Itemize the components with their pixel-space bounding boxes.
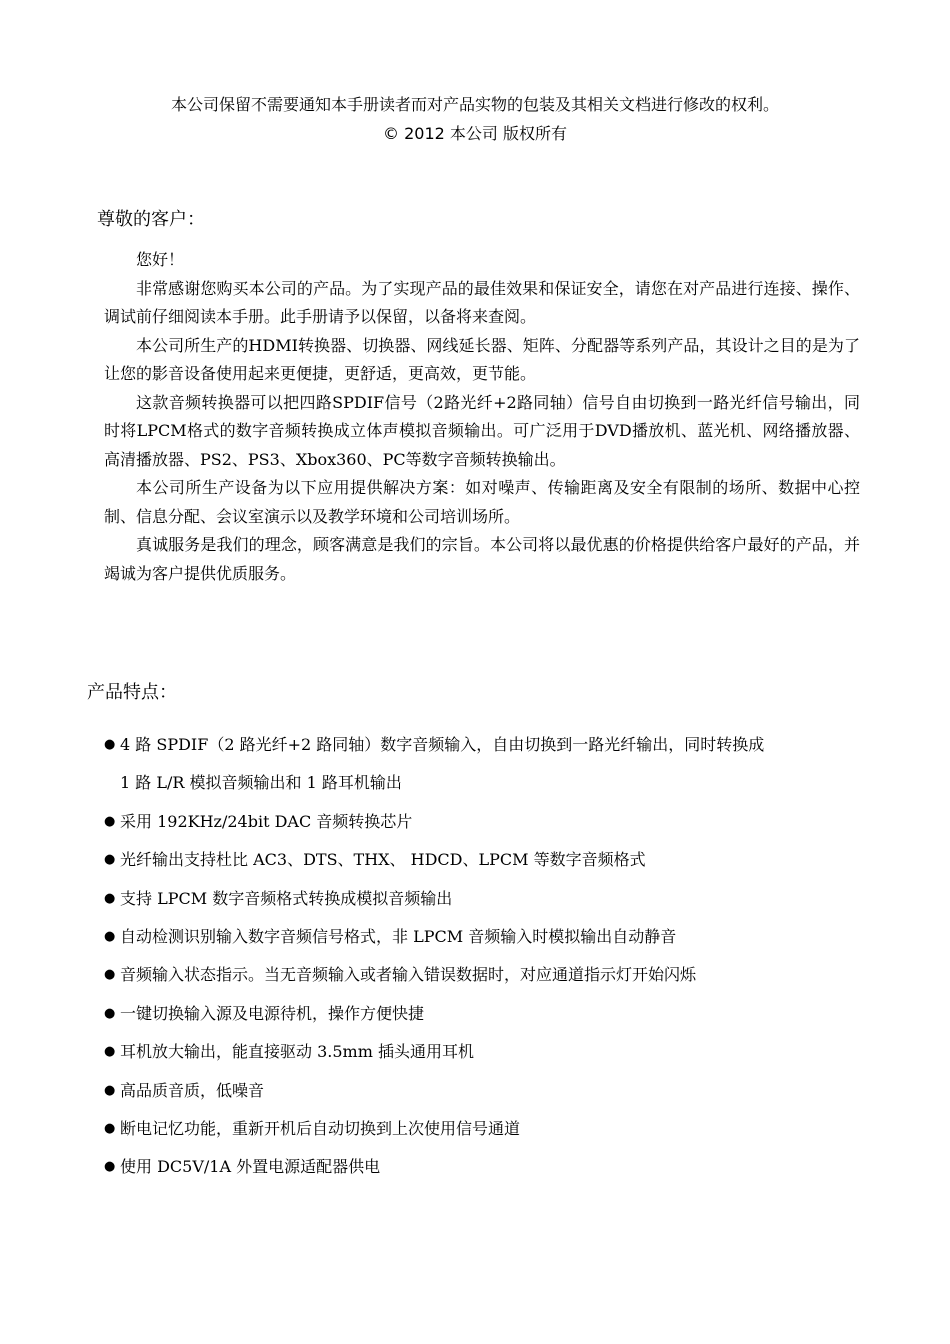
- bullet-icon: ●: [104, 1082, 116, 1098]
- feature-item: [104, 726, 874, 764]
- feature-text: 采用 192KHz/24bit DAC 音频转换芯片: [120, 811, 413, 831]
- rights-notice: 本公司保留不需要通知本手册读者而对产品实物的包装及其相关文档进行修改的权利。: [170, 95, 779, 114]
- feature-item: [104, 995, 874, 1033]
- bullet-icon: ●: [104, 890, 116, 906]
- feature-item: [104, 1110, 874, 1148]
- bullet-icon: ●: [104, 1121, 116, 1137]
- bullet-icon: ●: [104, 737, 116, 752]
- feature-text: 支持 LPCM 数字音频格式转换成模拟音频输出: [120, 888, 453, 908]
- intro-paragraph: 本公司所生产的HDMI转换器、切换器、网线延长器、矩阵、分配器等系列产品，其设计之目的是为了让您的影音设备使用起来更便捷，更舒适，更高效，更节能。: [104, 335, 860, 383]
- bullet-icon: ●: [104, 1159, 116, 1175]
- feature-text: 使用 DC5V/1A 外置电源适配器供电: [120, 1157, 381, 1177]
- feature-item: [104, 1148, 874, 1186]
- feature-text: 断电记忆功能，重新开机后自动切换到上次使用信号通道: [120, 1119, 521, 1139]
- bullet-icon: ●: [104, 1005, 116, 1021]
- bullet-icon: ●: [104, 929, 116, 945]
- feature-text: 4 路 SPDIF（2 路光纤+2 路同轴）数字音频输入，自由切换到一路光纤输出，同时转换成: [120, 735, 765, 754]
- feature-text: 高品质音质，低噪音: [120, 1080, 265, 1100]
- feature-item: [104, 841, 874, 879]
- feature-item: [104, 1072, 874, 1110]
- greeting: 您好！: [136, 250, 185, 269]
- feature-item: [104, 880, 874, 918]
- bullet-icon: ●: [104, 852, 116, 868]
- feature-item: [104, 1033, 874, 1071]
- feature-item: [104, 918, 874, 956]
- intro-paragraph: 非常感谢您购买本公司的产品。为了实现产品的最佳效果和保证安全，请您在对产品进行连接、操作、调试前仔细阅读本手册。此手册请予以保留，以备将来查阅。: [104, 278, 860, 326]
- feature-text: 耳机放大输出，能直接驱动 3.5mm 插头通用耳机: [120, 1042, 474, 1062]
- bullet-icon: ●: [104, 1044, 116, 1060]
- bullet-icon: ●: [104, 967, 116, 983]
- features-heading: 产品特点：: [87, 682, 177, 703]
- features-list: [104, 726, 874, 1187]
- feature-text: 一键切换输入源及电源待机，操作方便快捷: [120, 1003, 425, 1023]
- intro-section: [104, 246, 860, 588]
- feature-text: 自动检测识别输入数字音频信号格式，非 LPCM 音频输入时模拟输出自动静音: [120, 927, 677, 947]
- feature-text: 1 路 L/R 模拟音频输出和 1 路耳机输出: [120, 773, 402, 793]
- intro-paragraph: 真诚服务是我们的理念，顾客满意是我们的宗旨。本公司将以最优惠的价格提供给客户最好的产品，并竭诚为客户提供优质服务。: [104, 535, 860, 583]
- bullet-icon: ●: [104, 813, 116, 829]
- intro-paragraph: 这款音频转换器可以把四路SPDIF信号（2路光纤+2路同轴）信号自由切换到一路光纤信号输出，同时将LPCM格式的数字音频转换成立体声模拟音频输出。可广泛用于DVD播放机、蓝光机、网络播放器、高清播放器、PS2、PS3、Xbox360、PC等数字音频转换输出。: [104, 392, 860, 469]
- salutation-heading: 尊敬的客户：: [97, 209, 205, 230]
- copyright-line: © 2012 本公司 版权所有: [383, 124, 567, 143]
- feature-text: 光纤输出支持杜比 AC3、DTS、THX、 HDCD、LPCM 等数字音频格式: [120, 850, 646, 870]
- feature-item: [104, 956, 874, 994]
- feature-item: [104, 803, 874, 841]
- feature-text: 音频输入状态指示。当无音频输入或者输入错误数据时，对应通道指示灯开始闪烁: [120, 965, 697, 985]
- intro-paragraph: 本公司所生产设备为以下应用提供解决方案：如对噪声、传输距离及安全有限制的场所、数据中心控制、信息分配、会议室演示以及教学环境和公司培训场所。: [104, 478, 860, 526]
- feature-item-continuation: [104, 764, 874, 802]
